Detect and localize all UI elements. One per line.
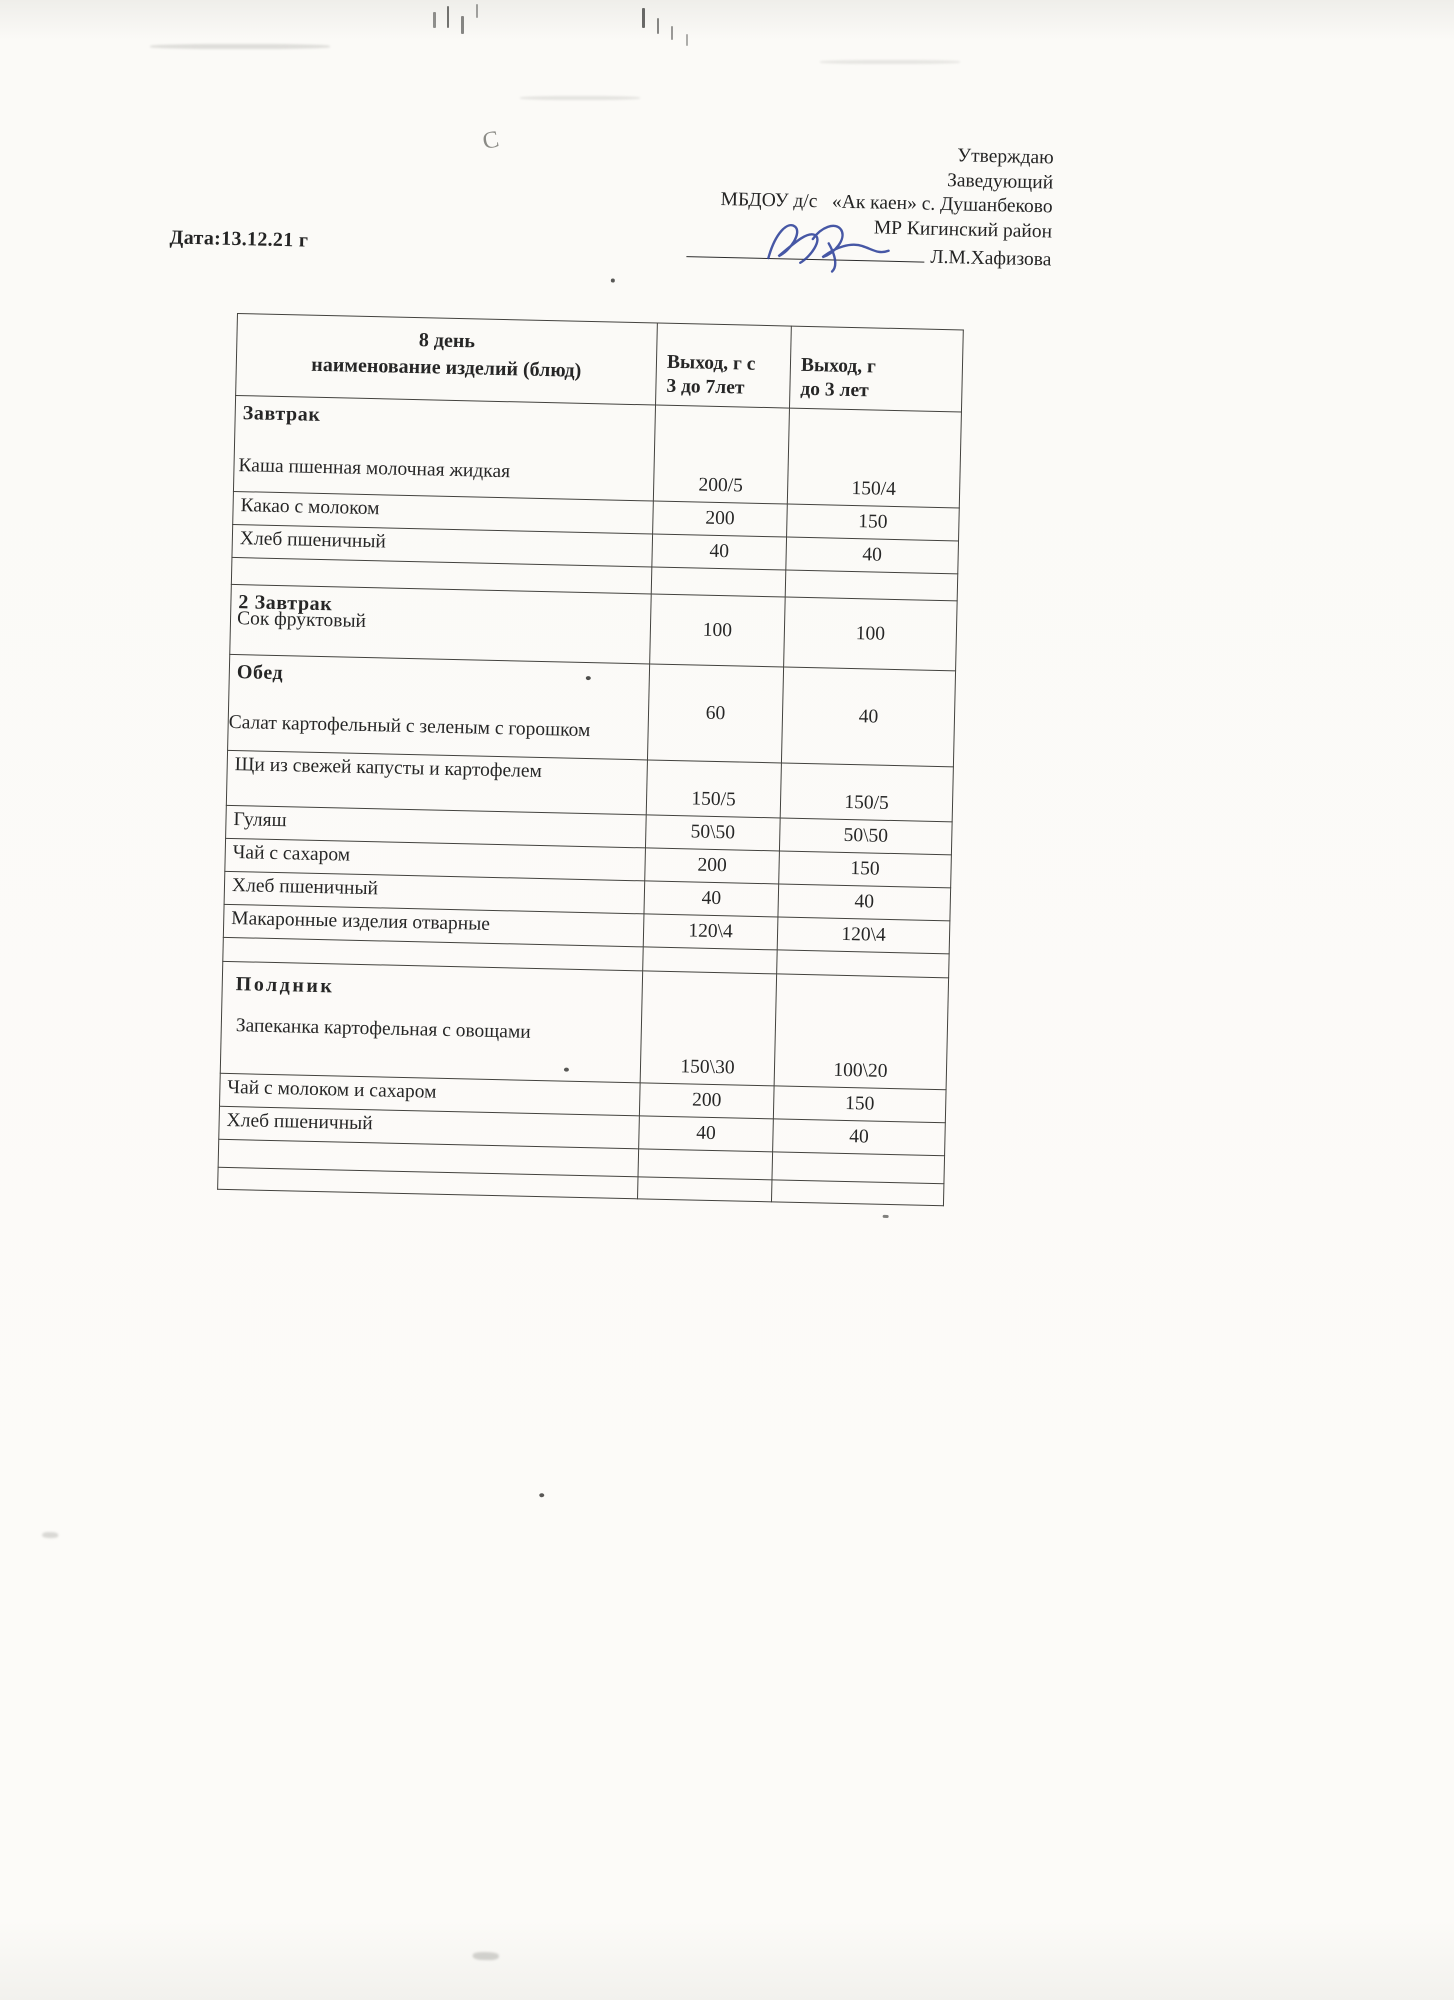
col-header-dishes — [236, 314, 658, 406]
portion-under3: 150/4 — [787, 408, 961, 508]
portion-3to7: 40 — [644, 881, 779, 917]
col-header-portion-3to7: Выход, г с 3 до 7лет — [656, 323, 792, 408]
portion-3to7: 200 — [639, 1083, 774, 1119]
dish-name: Хлеб пшеничный — [239, 528, 387, 553]
portion-3to7 — [638, 1149, 773, 1180]
dish-name: Гуляш — [233, 809, 287, 832]
portion-under3: 100\20 — [774, 974, 948, 1090]
portion-3to7: 150/5 — [646, 760, 781, 818]
dish-cell — [228, 654, 650, 760]
portion-under3: 40 — [773, 1119, 946, 1156]
table-row — [228, 654, 956, 766]
approval-block — [686, 138, 1054, 273]
col-header-portion-under3: Выход, г до 3 лет — [789, 326, 963, 412]
document-date: Дата:13.12.21 г — [169, 226, 309, 252]
menu-table — [217, 313, 964, 1206]
day-number: 8 день — [418, 329, 476, 353]
approval-line-org: МБДОУ д/с «Ак каен» с. Душанбеково — [720, 188, 1053, 218]
ink-dot — [539, 1493, 544, 1497]
approver-name: Л.М.Хафизова — [930, 246, 1052, 271]
portion-under3: 40 — [786, 537, 959, 574]
portion-under3: 40 — [781, 667, 955, 767]
table-row — [233, 395, 961, 507]
dish-name: Запеканка картофельная с овощами — [235, 1015, 531, 1043]
portion-3to7: 100 — [650, 594, 786, 667]
portion-under3: 120\4 — [777, 917, 950, 954]
portion-under3: 40 — [778, 884, 951, 921]
signature-row — [686, 240, 1052, 273]
meal-section-label: Завтрак — [242, 402, 321, 426]
signature-line — [686, 240, 924, 262]
table-row — [220, 961, 948, 1089]
menu-table-wrap — [217, 313, 963, 1206]
scan-artifact: C — [480, 126, 502, 155]
dish-cell — [226, 750, 647, 815]
portion-under3: 50\50 — [779, 818, 952, 855]
dish-name: Какао с молоком — [240, 495, 380, 520]
approval-line-position: Заведующий — [946, 169, 1054, 193]
meal-section-label: 2 Завтрак — [238, 591, 333, 616]
portion-3to7: 40 — [639, 1116, 774, 1152]
approval-line-district: МР Кигинский район — [873, 216, 1053, 242]
dish-name: Каша пшенная молочная жидкая — [238, 455, 511, 483]
ink-dot — [883, 1215, 889, 1218]
dish-name: Чай с сахаром — [232, 842, 351, 866]
dish-name: Салат картофельный с зеленым с горошком — [228, 711, 591, 742]
portion-3to7: 200/5 — [653, 405, 789, 504]
portion-under3 — [771, 1180, 943, 1206]
portion-3to7 — [651, 567, 786, 597]
scan-artifact — [42, 1532, 58, 1538]
portion-3to7: 60 — [647, 664, 783, 763]
portion-under3: 150 — [773, 1086, 946, 1123]
portion-under3 — [772, 1152, 945, 1184]
portion-3to7: 50\50 — [645, 815, 780, 851]
portion-3to7: 200 — [653, 501, 788, 537]
dish-name: Хлеб пшеничный — [226, 1109, 373, 1135]
scan-artifact — [473, 1952, 499, 1961]
col-header-dishes-label: наименование изделий (блюд) — [311, 353, 582, 382]
meal-section-label: Обед — [236, 661, 284, 685]
portion-3to7 — [638, 1177, 772, 1202]
ink-dot — [564, 1068, 569, 1072]
dish-cell — [220, 961, 642, 1082]
portion-under3: 150 — [779, 851, 952, 888]
portion-3to7: 200 — [645, 848, 780, 884]
dish-cell — [230, 584, 651, 664]
portion-under3: 100 — [784, 597, 958, 671]
portion-under3 — [785, 570, 958, 601]
portion-3to7: 120\4 — [643, 914, 778, 950]
dish-name: Хлеб пшеничный — [231, 875, 379, 900]
portion-under3: 150 — [787, 504, 960, 541]
dish-name: Макаронные изделия отварные — [231, 908, 491, 935]
dish-cell — [233, 395, 655, 501]
portion-3to7: 40 — [652, 534, 787, 570]
portion-under3: 150/5 — [780, 763, 953, 822]
dish-name: Сок фруктовый — [236, 608, 367, 633]
dish-name: Щи из свежей капусты и картофелем — [234, 754, 543, 783]
meal-section-label: Полдник — [235, 973, 335, 998]
approval-line-approve: Утверждаю — [957, 145, 1054, 169]
ink-dot — [611, 278, 615, 282]
portion-3to7: 150\30 — [640, 971, 777, 1086]
portion-3to7 — [643, 947, 778, 974]
dish-name: Чай с молоком и сахаром — [227, 1076, 437, 1103]
ink-dot — [586, 676, 591, 680]
